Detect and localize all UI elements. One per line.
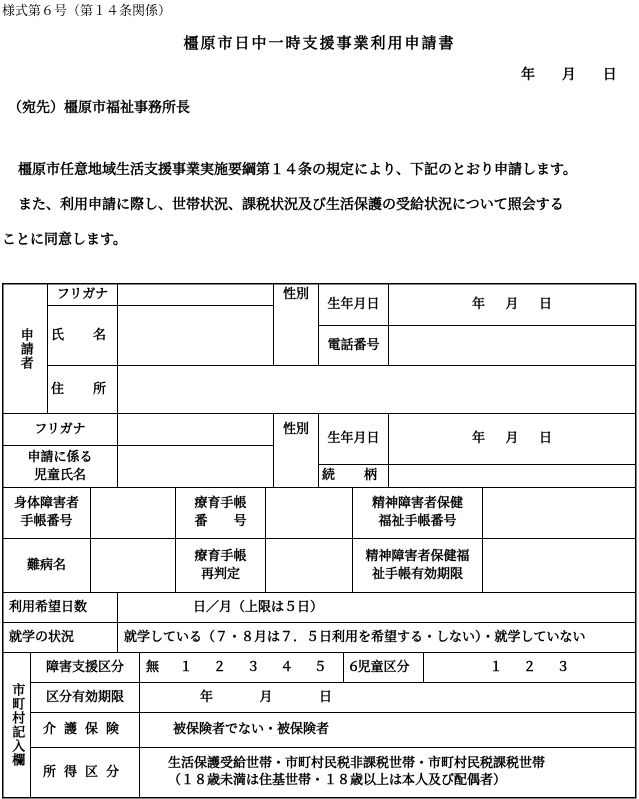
support-class-options[interactable]: 無 １ ２ ３ ４ ５ ６ (146, 659, 361, 675)
mental-handbook-label-line1: 精神障害者保健 (371, 496, 463, 512)
child-name-label-line1: 申請に係る (27, 449, 93, 465)
ryoiku-rejudge-label (176, 539, 265, 592)
mental-expiry-label (353, 539, 482, 592)
mental-handbook-label (353, 488, 482, 538)
support-class-label: 障害支援区分 (45, 659, 124, 675)
child-furigana-label: フリガナ (34, 421, 86, 437)
child-class-options[interactable]: １ ２ ３ (489, 659, 570, 675)
child-relation-label: 続 柄 (321, 468, 385, 484)
mental-handbook-label-line2: 福祉手帳番号 (378, 514, 457, 529)
municipal-section-label: 市町村記入欄 (9, 683, 25, 767)
physical-handbook-field[interactable] (91, 488, 175, 538)
child-gender-label: 性別 (282, 422, 309, 438)
application-date: 年 月 日 (521, 67, 617, 83)
income-class-options-line1: 生活保護受給世帯・市町村民税非課税世帯・市町村民税課税世帯 (168, 756, 546, 772)
applicant-birthdate-field[interactable]: 年 月 日 (471, 296, 553, 312)
applicant-name-label: 氏 名 (50, 327, 114, 343)
class-validity-label: 区分有効期限 (45, 689, 124, 705)
addressee: （宛先）橿原市福祉事務所長 (8, 100, 190, 116)
form-reference: 様式第６号（第１４条関係） (2, 4, 172, 19)
ryoiku-rejudge-label-line2: 再判定 (200, 566, 240, 582)
applicant-name-field[interactable] (118, 306, 273, 365)
ryoiku-rejudge-label-line1: 療育手帳 (194, 548, 247, 564)
ryoiku-number-field[interactable] (266, 488, 352, 538)
form-title: 橿原市日中一時支援事業利用申請書 (183, 34, 456, 52)
usage-days-field[interactable]: 日／月（上限は５日） (192, 599, 323, 615)
body-paragraph-1: 橿原市任意地域生活支援事業実施要綱第１４条の規定により、下記のとおり申請します。 (18, 162, 577, 178)
ryoiku-number-label-line2: 番 号 (194, 514, 247, 529)
mental-handbook-field[interactable] (483, 488, 635, 538)
child-birthdate-field[interactable]: 年 月 日 (471, 431, 553, 447)
physical-handbook-label (3, 488, 90, 538)
usage-days-label: 利用希望日数 (9, 599, 88, 615)
disease-label: 難病名 (26, 557, 66, 573)
ryoiku-number-label-line1: 療育手帳 (194, 496, 247, 512)
physical-handbook-label-line2: 手帳番号 (20, 514, 73, 529)
care-insurance-label: 介護保険 (42, 722, 127, 738)
physical-handbook-label-line1: 身体障害者 (13, 496, 79, 512)
income-class-options[interactable] (140, 748, 635, 797)
applicant-phone-label: 電話番号 (327, 337, 380, 353)
applicant-birthdate-label: 生年月日 (327, 296, 380, 312)
child-furigana-field[interactable] (118, 414, 273, 445)
applicant-furigana-label: フリガナ (56, 286, 109, 302)
income-class-options-line2: （１８歳未満は住基世帯・１８歳以上は本人及び配偶者） (168, 772, 507, 788)
child-birthdate-label: 生年月日 (327, 431, 380, 447)
mental-expiry-label-line2: 祉手帳有効期限 (371, 566, 463, 582)
mental-expiry-label-line1: 精神障害者保健福 (365, 548, 470, 564)
child-name-label (3, 446, 117, 487)
school-status-options[interactable]: 就学している（７・８月は７．５日利用を希望する・しない）・就学していない (124, 629, 586, 645)
applicant-furigana-field[interactable] (118, 284, 273, 305)
income-class-label: 所得区分 (42, 764, 127, 780)
ryoiku-number-label (176, 488, 265, 538)
class-validity-field[interactable]: 年 月 日 (200, 689, 333, 705)
applicant-gender-label: 性別 (282, 287, 309, 303)
applicant-section-label: 申請者 (17, 327, 33, 370)
care-insurance-options[interactable]: 被保険者でない・被保険者 (173, 722, 330, 738)
mental-expiry-field[interactable] (483, 539, 635, 592)
applicant-address-label: 住 所 (50, 381, 114, 397)
child-relation-field[interactable] (389, 465, 635, 487)
child-class-label: 児童区分 (357, 659, 410, 675)
ryoiku-rejudge-field[interactable] (266, 539, 352, 592)
applicant-phone-field[interactable] (389, 326, 635, 365)
child-name-field[interactable] (118, 446, 273, 487)
school-status-label: 就学の状況 (9, 629, 75, 645)
body-paragraph-2: また、利用申請に際し、世帯状況、課税状況及び生活保護の受給状況について照会する (18, 197, 564, 213)
body-paragraph-3: ことに同意します。 (2, 232, 127, 248)
disease-field[interactable] (91, 539, 175, 592)
applicant-address-field[interactable] (118, 366, 635, 413)
child-name-label-line2: 児童氏名 (33, 467, 86, 483)
